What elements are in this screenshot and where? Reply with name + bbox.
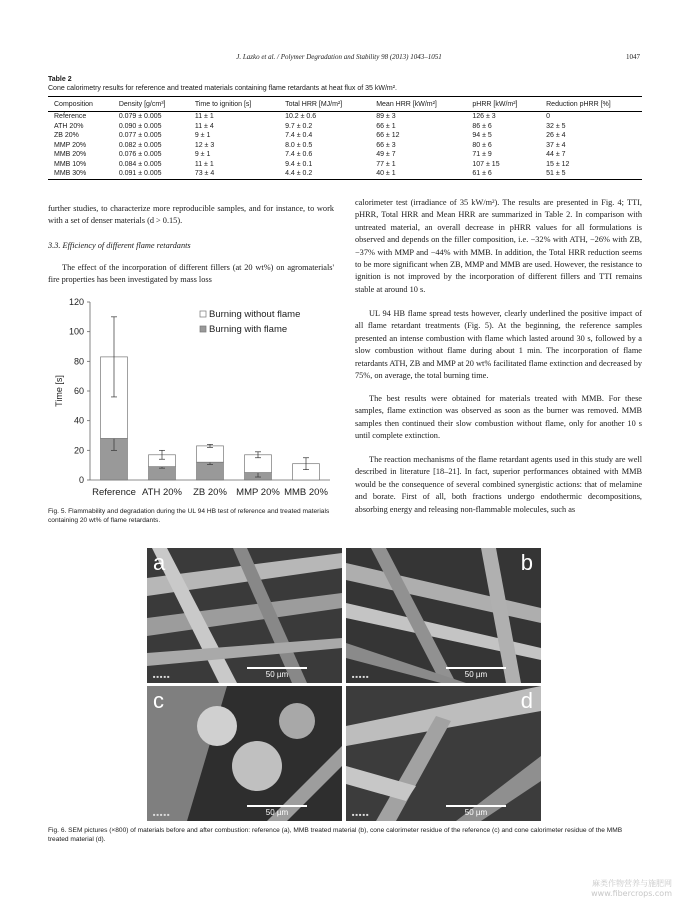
table-cell: 61 ± 6 (472, 170, 492, 177)
table-cell: 10.2 ± 0.6 (285, 113, 317, 120)
results-table (48, 96, 642, 180)
table-header-cell: Mean HRR [kW/m²] (376, 101, 437, 108)
y-axis-title: Time [s] (54, 375, 64, 407)
watermark (591, 879, 672, 899)
table-header-cell: Total HRR [MJ/m²] (285, 101, 343, 108)
sem-meta-b: ■ ■ ■ ■ ■ (352, 674, 369, 679)
table-cell: 126 ± 3 (472, 113, 496, 120)
sem-letter-c: c (153, 688, 164, 713)
sem-scale-d: 50 µm (446, 805, 506, 817)
section-heading: 3.3. Efficiency of different flame retardants (48, 241, 191, 250)
y-tick-label: 40 (73, 415, 84, 426)
x-tick-label: ZB 20% (193, 487, 227, 498)
chart-legend (200, 309, 300, 335)
table-label: Table 2 (48, 76, 72, 83)
table-cell: 66 ± 3 (376, 141, 396, 149)
left-col-para2: The effect of the incorporation of different fillers (at 20 wt%) on agromaterials' fire properties has been investigated by mass loss (48, 263, 334, 285)
chart-bars (101, 317, 320, 480)
table-cell: 9 ± 1 (194, 132, 211, 139)
table-cell: MMP 20% (54, 141, 87, 149)
table-header-cell: Reduction pHRR [%] (546, 101, 611, 108)
table-row (48, 122, 642, 132)
table-cell: 49 ± 7 (376, 151, 396, 158)
sem-panel-a (147, 548, 342, 683)
sem-image-b (346, 548, 541, 683)
table-row (48, 112, 642, 122)
fig6-caption: Fig. 6. SEM pictures (×800) of materials before and after combustion: reference (a), MMB treated material (b), cone calorimeter residue of the reference (c) and cone calorimeter residue of the MMB treated material (d). (48, 827, 623, 843)
bar-with-flame (197, 462, 224, 480)
bar-with-flame (149, 467, 176, 480)
y-tick-label: 60 (73, 386, 84, 396)
sem-scale-a: 50 µm (247, 667, 307, 679)
sem-panel-d (346, 686, 541, 821)
table-cell: 0.084 ± 0.005 (118, 160, 162, 168)
table-cell: 0.077 ± 0.005 (118, 132, 162, 139)
table-cell: 0.079 ± 0.005 (118, 113, 162, 120)
table-cell: Reference (54, 113, 87, 120)
table-cell: 0.091 ± 0.005 (118, 170, 162, 177)
table-cell: 9.4 ± 0.1 (285, 160, 313, 168)
right-col-para2: UL 94 HB flame spread tests however, clearly underlined the positive impact of all flame retardant treatments (Fig. 5). At the beginning, the reference samples presented an intense combustion with flame which lasted around 30 s, followed by a slow combustion without flame during about 1 min. The incorporation of flame retardants ATH, ZB and MMP at 20 wt% facilitated flame extinction and decreased by 75%, on average, the total burning time. (355, 309, 642, 381)
table-header-row (48, 97, 642, 112)
table-row (48, 150, 642, 160)
table-caption: Cone calorimetry results for reference and treated materials containing flame retardants at heat flux of 35 kW/m². (48, 85, 397, 92)
sem-meta-d: ■ ■ ■ ■ ■ (352, 812, 369, 817)
table-cell: 37 ± 4 (546, 141, 566, 149)
table-cell: 77 ± 1 (376, 160, 396, 168)
table-header-cell: pHRR [kW/m²] (472, 101, 518, 108)
table-cell: MMB 30% (54, 170, 87, 177)
table-cell: 66 ± 1 (376, 122, 396, 130)
sem-image-d (346, 686, 541, 821)
legend-label: Burning without flame (209, 309, 301, 320)
table-row (48, 141, 642, 151)
table-cell: 73 ± 4 (194, 170, 215, 177)
y-tick-label: 120 (68, 297, 84, 307)
table-row (48, 169, 642, 179)
table-row (48, 160, 642, 170)
table-cell: MMB 10% (54, 160, 87, 168)
x-tick-label: MMP 20% (236, 487, 280, 498)
table-cell: 7.4 ± 0.6 (285, 151, 313, 158)
right-col-para3: The best results were obtained for materials treated with MMB. For these samples, flame extinction was observed as soon as the burner was removed. MMB samples then continued their slow combustion without flame, only for another 10 s until complete extinction. (355, 394, 642, 441)
table-header-cell: Time to ignition [s] (194, 101, 252, 108)
table-cell: 9.7 ± 0.2 (285, 122, 313, 130)
legend-swatch (200, 311, 206, 317)
table-cell: 12 ± 3 (194, 141, 215, 149)
table-cell: 11 ± 1 (194, 113, 214, 120)
table-header-cell: Composition (54, 101, 93, 108)
table-cell: 11 ± 1 (194, 160, 214, 168)
sem-panel-b (346, 548, 541, 683)
table-cell: 7.4 ± 0.4 (285, 132, 313, 139)
table-row (48, 131, 642, 141)
sem-letter-a: a (153, 550, 166, 575)
sem-meta-c: ■ ■ ■ ■ ■ (153, 812, 170, 817)
table-body (48, 112, 642, 180)
x-tick-label: Reference (92, 487, 136, 498)
sem-letter-d: d (520, 688, 533, 713)
table-cell: MMB 20% (54, 151, 87, 158)
sem-scale-c: 50 µm (247, 805, 307, 817)
table-cell: 94 ± 5 (472, 132, 492, 139)
table-cell: ZB 20% (54, 132, 79, 139)
table-cell: 0 (546, 113, 551, 120)
chart-axes (54, 297, 330, 498)
table-cell: 8.0 ± 0.5 (285, 141, 313, 149)
table-cell: 4.4 ± 0.2 (285, 170, 313, 177)
sem-image-c (147, 686, 342, 821)
y-tick-label: 80 (73, 356, 84, 367)
right-col-para1: calorimeter test (irradiance of 35 kW/m²). The results are presented in Fig. 4; TTI, pHRR, Total HRR and Mean HRR are summarized in Table 2. In comparison with untreated material, an overall decrease in pHRR values for all formulations is observed and depends on the filler composition, i.e. −32% with ATH, −26% with ZB, −37% with MMP and −44% with MMB. In addition, the Total HRR reduction seems to be more significant when ZB, MMP and MMB are used. However, the resistance to ignition is not improved by the incorporation of different fillers and TTI remains stable at around 10 s. (355, 198, 642, 294)
left-col-para1: further studies, to characterize more reproducible samples, and for instance, to work with a set of denser materials (d > 0.15). (48, 204, 334, 226)
x-tick-label: MMB 20% (284, 487, 328, 498)
table-cell: 0.076 ± 0.005 (118, 151, 162, 158)
legend-swatch (200, 326, 206, 332)
table-cell: ATH 20% (54, 122, 84, 130)
x-tick-label: ATH 20% (142, 487, 182, 498)
sem-meta-a: ■ ■ ■ ■ ■ (153, 674, 170, 679)
table-header-cell: Density [g/cm³] (118, 101, 166, 108)
sem-scale-b: 50 µm (446, 667, 506, 679)
right-col-para4: The reaction mechanisms of the flame retardant agents used in this study are well described in literature [18–21]. In fact, superior performances obtained with MMB would be the consequence of several combined synergistic actions: that of melamine and borate. First of all, both fractions undergo endothermic decompositions, absorbing energy and releasing non-flammable molecules, such as (355, 455, 642, 514)
y-tick-label: 100 (68, 326, 84, 337)
bar-without-flame (197, 446, 224, 462)
y-tick-label: 0 (78, 475, 84, 485)
table-cell: 0.090 ± 0.005 (118, 122, 162, 130)
legend-label: Burning with flame (209, 324, 288, 335)
table-cell: 86 ± 6 (472, 122, 492, 130)
table-cell: 15 ± 12 (546, 160, 570, 168)
running-header: J. Lazko et al. / Polymer Degradation and Stability 98 (2013) 1043–1051 (236, 53, 442, 61)
table-cell: 89 ± 3 (376, 113, 396, 120)
y-tick-label: 20 (73, 445, 84, 456)
table-cell: 9 ± 1 (194, 151, 211, 158)
sem-image-a (147, 548, 342, 683)
table-cell: 32 ± 5 (546, 122, 566, 130)
table-cell: 40 ± 1 (376, 170, 396, 177)
table-cell: 11 ± 4 (194, 122, 214, 130)
table-cell: 0.082 ± 0.005 (118, 141, 162, 149)
watermark-cn: 麻类作物营养与施肥网 (592, 879, 672, 888)
fig5-chart (48, 290, 334, 500)
table-cell: 71 ± 9 (472, 151, 492, 158)
table-cell: 66 ± 12 (376, 132, 400, 139)
sem-letter-b: b (520, 550, 533, 575)
table-cell: 107 ± 15 (472, 160, 500, 168)
table-cell: 80 ± 6 (472, 141, 492, 149)
fig5-caption: Fig. 5. Flammability and degradation during the UL 94 HB test of reference and treated materials containing 20 wt% of flame retardants. (48, 508, 330, 524)
watermark-url: www.fibercrops.com (591, 889, 672, 898)
table-cell: 44 ± 7 (546, 151, 566, 158)
table-cell: 26 ± 4 (546, 132, 566, 139)
table-cell: 51 ± 5 (546, 170, 566, 177)
sem-panel-c (147, 686, 342, 821)
page-number: 1047 (626, 53, 640, 61)
